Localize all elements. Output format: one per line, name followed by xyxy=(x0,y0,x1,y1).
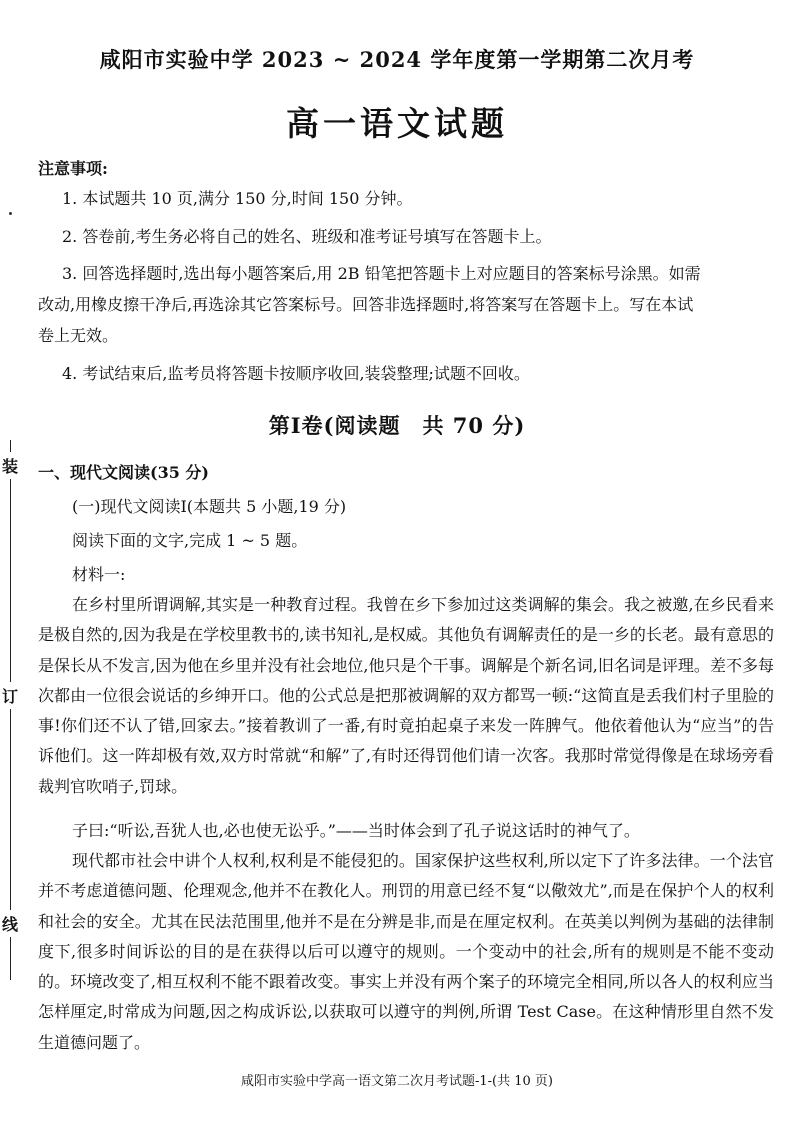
notice-item-continued: 卷上无效。 xyxy=(38,326,119,345)
notice-item-continued: 改动,用橡皮擦干净后,再选涂其它答案标号。回答非选择题时,将答案写在答题卡上。写在本试 xyxy=(38,295,694,314)
exam-header: 咸阳市实验中学 2023 ~ 2024 学年度第一学期第二次月考 xyxy=(99,47,695,72)
notice-item: 4. 考试结束后,监考员将答题卡按顺序收回,装袋整理;试题不回收。 xyxy=(62,364,530,383)
notice-item: 2. 答卷前,考生务必将自己的姓名、班级和准考证号填写在答题卡上。 xyxy=(62,227,552,246)
notice-item: 3. 回答选择题时,选出每小题答案后,用 2B 铅笔把答题卡上对应题目的答案标号涂黑。如需 xyxy=(62,264,701,283)
exam-title: 高一语文试题 xyxy=(286,104,508,143)
scan-mark xyxy=(9,212,12,215)
section-title: 第Ⅰ卷(阅读题 共 70 分) xyxy=(268,413,526,438)
reading-instruction: 阅读下面的文字,完成 1 ~ 5 题。 xyxy=(72,531,308,550)
sub-heading: (一)现代文阅读Ⅰ(本题共 5 小题,19 分) xyxy=(72,497,347,516)
notice-heading: 注意事项: xyxy=(38,159,108,178)
passage-paragraph xyxy=(38,846,774,1058)
passage-text: 在乡村里所谓调解,其实是一种教育过程。我曾在乡下参加过这类调解的集会。我之被邀,在乡民看来是极自然的,因为我是在学校里教书的,读书知礼,是权威。其他负有调解责任的是一乡的长老。最有意思的是保长从不发言,因为他在乡里并没有社会地位,他只是个干事。调解是个新名词,旧名词是评理。差不多每次都由一位很会说话的乡绅开口。他的公式总是把那被调解的双方都骂一顿:“这简直是丢我们村子里脸的事!你们还不认了错,回家去。”接着教训了一番,有时竟拍起桌子来发一阵脾气。他依着他认为“应当”的告诉他们。这一阵却极有效,双方时常就“和解”了,有时还得罚他们请一次客。我那时常觉得像是在球场旁看裁判官吹哨子,罚球。 xyxy=(38,595,774,796)
page-footer: 咸阳市实验中学高一语文第二次月考试题-1-(共 10 页) xyxy=(240,1074,553,1089)
material-label: 材料一: xyxy=(72,565,126,584)
passage-paragraph xyxy=(38,590,774,802)
notice-item: 1. 本试题共 10 页,满分 150 分,时间 150 分钟。 xyxy=(62,189,413,208)
passage-paragraph xyxy=(38,816,774,846)
part-heading: 一、现代文阅读(35 分) xyxy=(38,463,209,482)
passage-text: 子曰:“听讼,吾犹人也,必也使无讼乎。”——当时体会到了孔子说这话时的神气了。 xyxy=(72,821,640,840)
binding-char: 订 xyxy=(2,682,18,709)
binding-char: 装 xyxy=(2,452,18,479)
binding-line xyxy=(10,440,11,980)
binding-char: 线 xyxy=(2,910,18,937)
passage-text: 现代都市社会中讲个人权利,权利是不能侵犯的。国家保护这些权利,所以定下了许多法律。一个法官并不考虑道德问题、伦理观念,他并不在教化人。刑罚的用意已经不复“以儆效尤”,而是在保护个人的权利和社会的安全。尤其在民法范围里,他并不是在分辨是非,而是在厘定权利。在英美以判例为基础的法律制度下,很多时间诉讼的目的是在获得以后可以遵守的规则。一个变动中的社会,所有的规则是不能不变动的。环境改变了,相互权利不能不跟着改变。事实上并没有两个案子的环境完全相同,所以各人的权利应当怎样厘定,时常成为问题,因之构成诉讼,以获取可以遵守的判例,所谓 Test Case。在这种情形里自然不发生道德问题了。 xyxy=(38,851,774,1052)
